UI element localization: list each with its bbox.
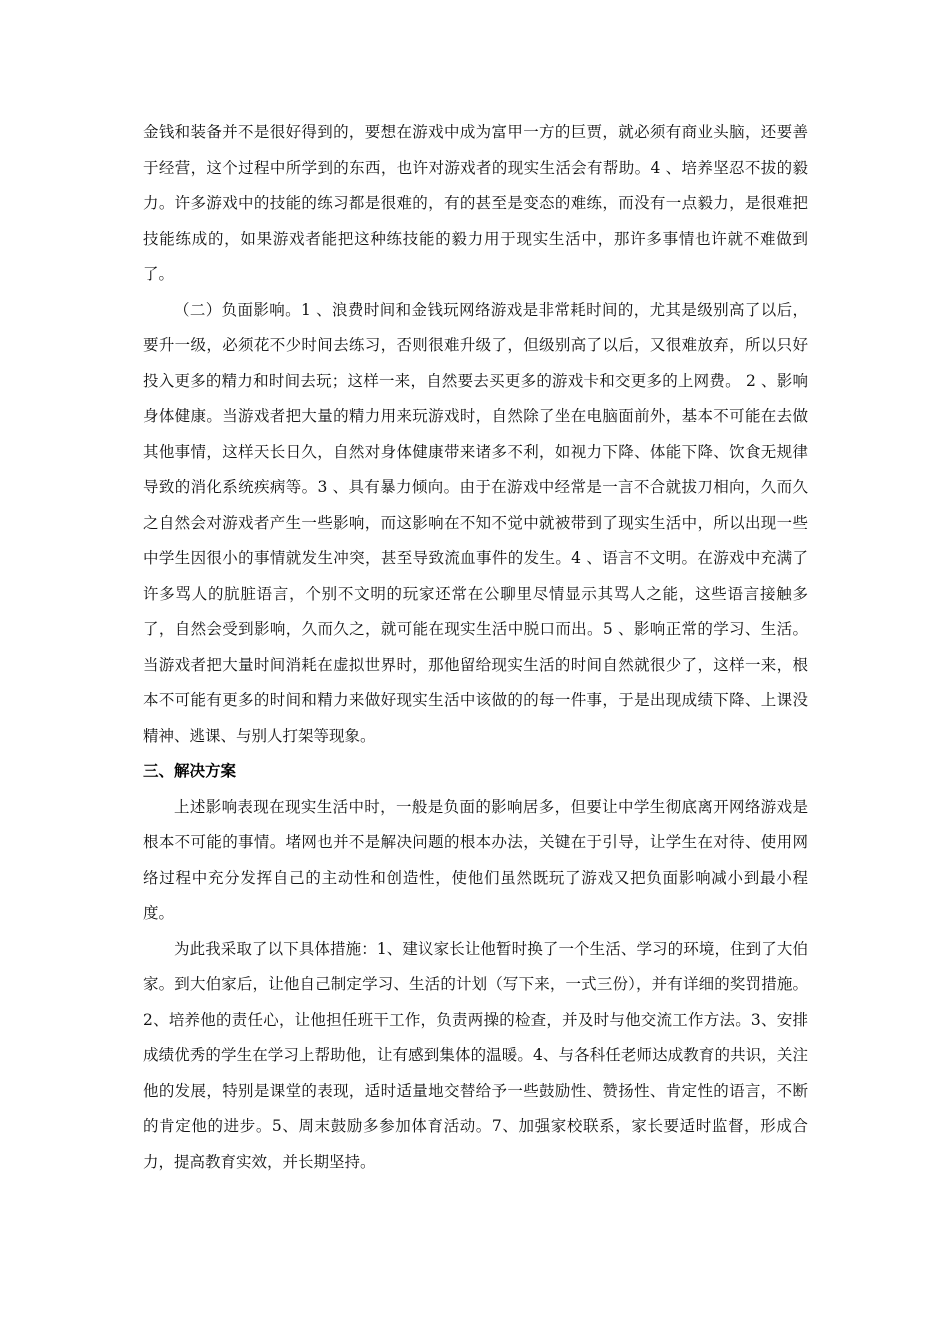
paragraph-specific-measures: 为此我采取了以下具体措施：1、建议家长让他暂时换了一个生活、学习的环境，住到了大伯家。到大伯家后，让他自己制定学习、生活的计划（写下来，一式三份），并有详细的奖罚措施。2、培养他的责任心，让他担任班干工作，负责两操的检查，并及时与他交流工作方法。3、安排成绩优秀的学生在学习上帮助他，让有感到集体的温暖。4、与各科任老师达成教育的共识，关注他的发展，特别是课堂的表现，适时适量地交替给予一些鼓励性、赞扬性、肯定性的语言，不断的肯定他的进步。5、周末鼓励多参加体育活动。7、加强家校联系，家长要适时监督，形成合力，提高教育实效，并长期坚持。 [143,939,808,1171]
paragraph-positive-effects-continued: 金钱和装备并不是很好得到的，要想在游戏中成为富甲一方的巨贾，就必须有商业头脑，还要善于经营，这个过程中所学到的东西，也许对游戏者的现实生活会有帮助。4 、培养坚忍不拔的毅力。许多游戏中的技能的练习都是很难的，有的甚至是变态的难练，而没有一点毅力，是很难把技能练成的，如果游戏者能把这种练技能的毅力用于现实生活中，那许多事情也许就不难做到了。 [143,123,808,283]
paragraph-negative-effects: （二）负面影响。1 、浪费时间和金钱玩网络游戏是非常耗时间的，尤其是级别高了以后，要升一级，必须花不少时间去练习，否则很难升级了，但级别高了以后，又很难放弃，所以只好投入更多的精力和时间去玩；这样一来，自然要去买更多的游戏卡和交更多的上网费。 2 、影响身体健康。当游戏者把大量的精力用来玩游戏时，自然除了坐在电脑面前外，基本不可能在去做其他事情，这样天长日久，自然对身体健康带来诸多不利，如视力下降、体能下降、饮食无规律导致的消化系统疾病等。3 、具有暴力倾向。由于在游戏中经常是一言不合就拔刀相向，久而久之自然会对游戏者产生一些影响，而这影响在不知不觉中就被带到了现实生活中，所以出现一些中学生因很小的事情就发生冲突，甚至导致流血事件的发生。4 、语言不文明。在游戏中充满了许多骂人的肮脏语言，个别不文明的玩家还常在公聊里尽情显示其骂人之能，这些语言接触多了，自然会受到影响，久而久之，就可能在现实生活中脱口而出。5 、影响正常的学习、生活。当游戏者把大量时间消耗在虚拟世界时，那他留给现实生活的时间自然就很少了，这样一来，根本不可能有更多的时间和精力来做好现实生活中该做的的每一件事，于是出现成绩下降、上课没精神、逃课、与别人打架等现象。 [143,300,808,745]
section-heading-solutions: 三、解决方案 [143,762,237,780]
document-body [143,115,808,1180]
paragraph-solution-intro: 上述影响表现在现实生活中时，一般是负面的影响居多，但要让中学生彻底离开网络游戏是根本不可能的事情。堵网也并不是解决问题的根本办法，关键在于引导，让学生在对待、使用网络过程中充分发挥自己的主动性和创造性，使他们虽然既玩了游戏又把负面影响减小到最小程度。 [143,797,808,922]
